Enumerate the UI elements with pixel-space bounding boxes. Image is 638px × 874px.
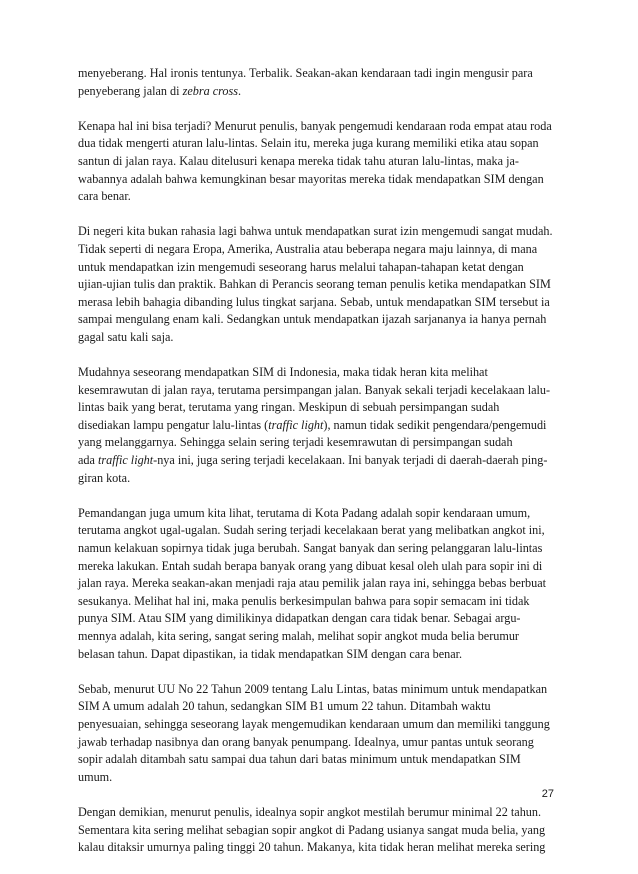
text-run: jalan raya. Mereka seakan-akan menjadi raja atau pemilik jalan raya ini, sehingga bebas berbuat [78, 576, 546, 591]
text-run: terutama angkot ugal-ugalan. Sudah sering terjadi kecelakaan berat yang melibatkan angkot ini, [78, 523, 545, 538]
text-run: mereka lakukan. Entah sudah berapa banyak orang yang dibuat kesal oleh ulah para sopir ini di [78, 558, 543, 573]
text-line [78, 294, 568, 312]
text-run: sesukanya. Melihat hal ini, maka penulis berkesimpulan bahwa para sopir semacam ini tidak [78, 593, 530, 608]
body-text [78, 65, 568, 874]
text-line [78, 311, 568, 329]
text-run: kalau ditaksir umurnya paling tinggi 20 tahun. Makanya, kita tidak heran melihat mereka sering [78, 840, 546, 855]
paragraph [78, 223, 568, 346]
text-line [78, 171, 568, 189]
text-run: Di negeri kita bukan rahasia lagi bahwa untuk mendapatkan surat izin mengemudi sangat mudah. [78, 224, 553, 239]
text-line [78, 259, 568, 277]
text-run: penyesuaian, sehingga seseorang layak mengemudikan kendaraan umum dan memiliki tanggung [78, 716, 550, 731]
text-line [78, 135, 568, 153]
text-line [78, 452, 568, 470]
text-line [78, 839, 568, 857]
text-line [78, 364, 568, 382]
text-line [78, 118, 568, 136]
text-line [78, 646, 568, 664]
text-run: penyeberang jalan di [78, 83, 183, 98]
text-line [78, 698, 568, 716]
text-run: menyeberang. Hal ironis tentunya. Terbalik. Seakan-akan kendaraan tadi ingin mengusir para [78, 66, 533, 80]
text-run: santun di jalan raya. Kalau ditelusuri kenapa mereka tidak tahu aturan lalu-lintas, maka ja- [78, 153, 519, 168]
text-run: Dengan demikian, menurut penulis, idealnya sopir angkot mestilah berumur minimal 22 tahun. [78, 804, 542, 819]
text-line [78, 822, 568, 840]
text-line [78, 681, 568, 699]
text-line [78, 804, 568, 822]
text-run: ada [78, 453, 98, 468]
text-run: ujian-ujian tulis dan praktik. Bahkan di Perancis seorang teman penulis ketika mendapatkan SIM [78, 277, 551, 292]
text-line [78, 540, 568, 558]
text-run: SIM A umum adalah 20 tahun, sedangkan SIM B1 umum 22 tahun. Ditambah waktu [78, 699, 491, 714]
text-run: untuk mendapatkan izin mengemudi seseorang harus melalui tahapan-tahapan ketat dengan [78, 259, 524, 274]
text-line [78, 628, 568, 646]
text-line [78, 241, 568, 259]
text-run: yang melanggarnya. Sehingga selain sering terjadi kesemrawutan di persimpangan sudah [78, 435, 513, 450]
text-run: Sementara kita sering melihat sebagian sopir angkot di Padang usianya sangat muda belia, yang [78, 822, 546, 837]
text-run: gagal satu kali saja. [78, 329, 174, 344]
text-run: dua tidak mengerti aturan lalu-lintas. Selain itu, mereka juga kurang memiliki etika atau sopan [78, 136, 539, 151]
page-number: 27 [541, 788, 554, 800]
text-line [78, 417, 568, 435]
text-line [78, 434, 568, 452]
paragraph [78, 118, 568, 206]
text-run: sopir adalah ditambah satu sampai dua tahun dari batas minimum untuk mendapatkan SIM [78, 752, 521, 767]
text-line [78, 276, 568, 294]
paragraph [78, 364, 568, 487]
text-run: -nya ini, juga sering terjadi kecelakaan. Ini banyak terjadi di daerah-daerah ping- [153, 453, 548, 468]
text-run: giran kota. [78, 470, 131, 485]
text-line [78, 716, 568, 734]
text-run: umum. [78, 769, 113, 784]
text-line [78, 751, 568, 769]
text-line [78, 329, 568, 347]
text-line [78, 593, 568, 611]
text-line [78, 153, 568, 171]
text-run: sampai mengulang enam kali. Sedangkan untuk mendapatkan ijazah sarjananya ia hanya pernah [78, 312, 547, 327]
text-run: wabannya adalah bahwa kemungkinan besar mayoritas mereka tidak mendapatkan SIM dengan [78, 171, 544, 186]
text-line [78, 575, 568, 593]
text-line [78, 188, 568, 206]
text-line [78, 399, 568, 417]
text-run: Pemandangan juga umum kita lihat, terutama di Kota Padang adalah sopir kendaraan umum, [78, 505, 531, 520]
italic-term: traffic light [268, 417, 324, 432]
text-line [78, 83, 568, 101]
text-run: Sebab, menurut UU No 22 Tahun 2009 tentang Lalu Lintas, batas minimum untuk mendapatkan [78, 681, 548, 696]
text-line [78, 558, 568, 576]
text-run: lintas baik yang berat, terutama yang ringan. Meskipun di sebuah persimpangan sudah [78, 400, 500, 415]
text-line [78, 65, 568, 83]
paragraph [78, 804, 568, 857]
text-line [78, 223, 568, 241]
text-run: punya SIM. Atau SIM yang dimilikinya didapatkan dengan cara tidak benar. Sebagai argu- [78, 611, 521, 626]
text-line [78, 610, 568, 628]
text-run: cara benar. [78, 189, 131, 204]
paragraph [78, 681, 568, 787]
paragraph [78, 65, 568, 100]
text-run: kesemrawutan di jalan raya, terutama persimpangan jalan. Banyak sekali terjadi kecelakaan lalu- [78, 382, 551, 397]
text-run: Mudahnya seseorang mendapatkan SIM di Indonesia, maka tidak heran kita melihat [78, 365, 488, 380]
text-run: jawab terhadap nasibnya dan orang banyak penumpang. Idealnya, umur pantas untuk seorang [78, 734, 534, 749]
text-run: Tidak seperti di negara Eropa, Amerika, Australia atau beberapa negara maju lainnya, di mana [78, 241, 538, 256]
text-run: belasan tahun. Dapat dipastikan, ia tidak mendapatkan SIM dengan cara benar. [78, 646, 463, 661]
italic-term: traffic light [97, 453, 154, 468]
text-run: mennya adalah, kita sering, sangat sering malah, melihat sopir angkot muda belia berumur [78, 629, 519, 643]
text-line [78, 734, 568, 752]
text-run: . [238, 83, 242, 98]
text-run: namun kelakuan sopirnya tidak juga berubah. Sangat banyak dan sering pelanggaran lalu-lintas [78, 541, 543, 556]
italic-term: zebra cross [182, 83, 238, 98]
text-line [78, 470, 568, 488]
text-run: merasa lebih bahagia dibanding lulus tingkat sarjana. Sebab, untuk mendapatkan SIM tersebut ia [78, 294, 550, 309]
paragraph [78, 505, 568, 663]
text-run: Kenapa hal ini bisa terjadi? Menurut penulis, banyak pengemudi kendaraan roda empat atau roda [78, 118, 552, 133]
text-line [78, 382, 568, 400]
text-run: disediakan lampu pengatur lalu-lintas ( [78, 417, 269, 432]
text-line [78, 769, 568, 787]
text-line [78, 505, 568, 523]
text-run: ), namun tidak sedikit pengendara/pengemudi [323, 417, 547, 432]
text-line [78, 522, 568, 540]
